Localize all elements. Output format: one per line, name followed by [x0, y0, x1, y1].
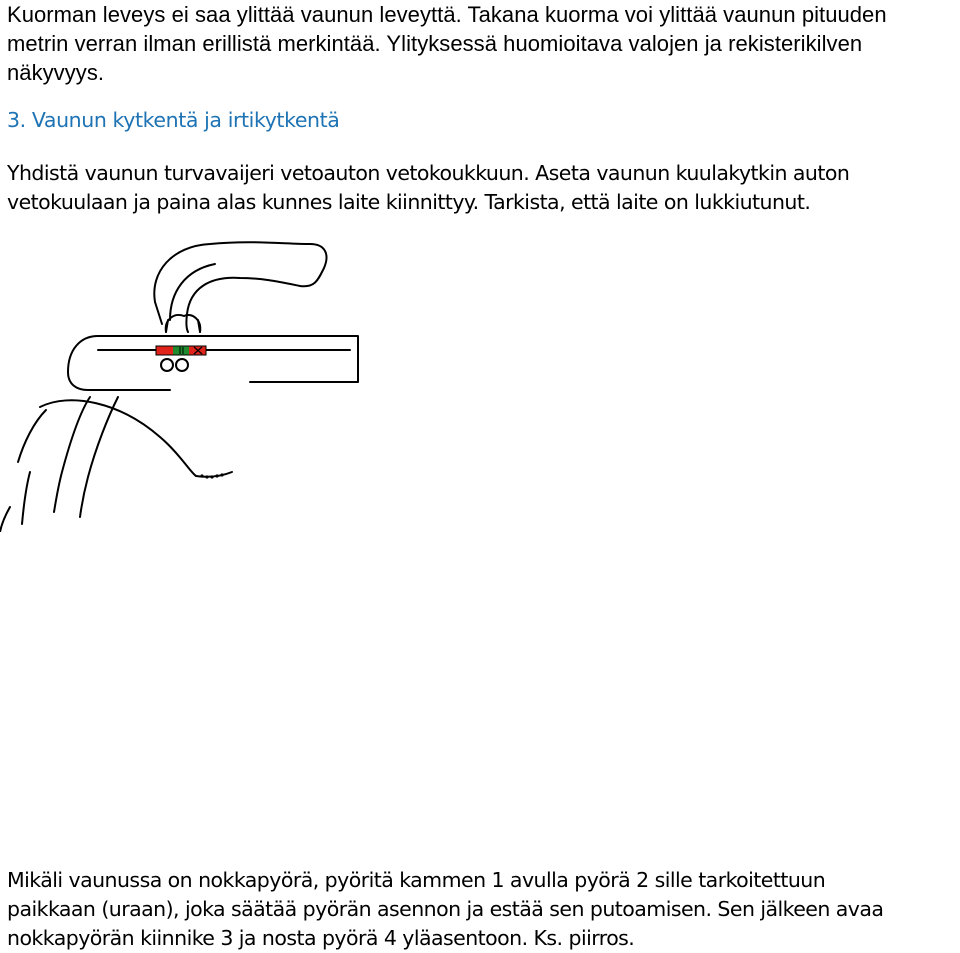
coupling-body — [98, 336, 358, 382]
jockey-line: Mikäli vaunussa on nokkapyörä, pyöritä kammen 1 avulla pyörä 2 sille tarkoitettuun — [7, 868, 826, 892]
coupling-line: vetokuulaan ja paina alas kunnes laite kiinnittyy. Tarkista, että laite on lukkiutunut. — [7, 190, 811, 214]
section-heading: 3. Vaunun kytkentä ja irtikytkentä — [7, 108, 340, 132]
intro-line: Kuorman leveys ei saa ylittää vaunun leveyttä. Takana kuorma voi ylittää vaunun pituuden — [7, 2, 887, 27]
coupling-paragraph — [7, 159, 849, 217]
jockey-line: paikkaan (uraan), joka säätää pyörän asennon ja estää sen putoamisen. Sen jälkeen avaa — [7, 897, 884, 921]
coupling-handle — [154, 242, 326, 332]
intro-paragraph — [7, 0, 887, 87]
jockey-line: nokkapyörän kiinnike 3 ja nosta pyörä 4 yläasentoon. Ks. piirros. — [7, 926, 635, 950]
lock-knob — [166, 315, 201, 332]
intro-line: metrin verran ilman erillistä merkintää. Ylityksessä huomioitava valojen ja rekisterikilven — [7, 31, 863, 56]
coupling-line: Yhdistä vaunun turvavaijeri vetoauton vetokoukkuun. Aseta vaunun kuulakytkin auton — [7, 161, 850, 185]
ball-coupling-illustration — [0, 232, 380, 532]
lock-indicator — [156, 346, 206, 355]
intro-line: näkyvyys. — [7, 60, 105, 85]
jockey-wheel-paragraph — [7, 866, 883, 953]
